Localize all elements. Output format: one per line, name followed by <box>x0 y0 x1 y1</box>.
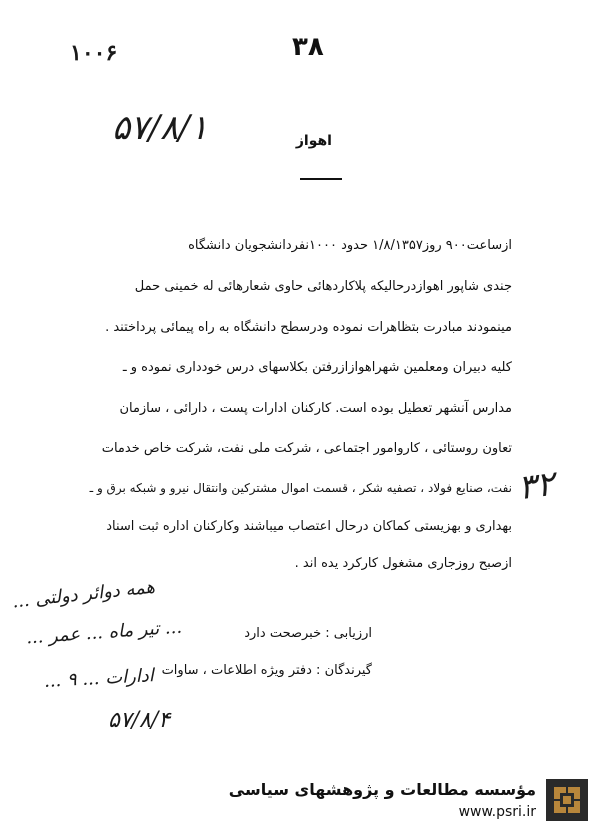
body-line-4: کلیه دبیران ومعلمین شهراهوازازرفتن بکلاسهای درس خودداری نموده و ـ <box>122 360 512 375</box>
footer-org-name: مؤسسه مطالعات و پژوهشهای سیاسی <box>228 780 536 799</box>
handwriting-line-2: ... تیر ماه ... عمر ... <box>25 616 183 649</box>
psri-logo-icon <box>546 779 588 821</box>
recipients-line: گیرندگان : دفتر ویژه اطلاعات ، ساوات <box>161 663 372 678</box>
footer-url[interactable]: www.psri.ir <box>458 804 536 820</box>
body-line-7: نفت، صنایع فولاد ، تصفیه شکر ، قسمت اموال مشترکین وانتقال نیرو و شبکه برق و ـ <box>89 481 512 495</box>
handwritten-date: ۵۷/۸/۱ <box>112 108 208 148</box>
body-line-3: مینمودند مبادرت بتظاهرات نموده ودرسطح دانشگاه به راه پیمائی پرداختند . <box>105 320 512 335</box>
heading-underline <box>300 178 342 180</box>
handwriting-line-1: همه دوائر دولتی ... <box>11 576 156 613</box>
margin-note: ۳۲ <box>515 463 558 509</box>
city-heading: اهواز <box>295 133 332 149</box>
handwriting-line-3: ادارات ... ۹ ... <box>43 665 155 692</box>
body-line-1: ازساعت۹۰۰ روز۱/۸/۱۳۵۷ حدود ۱۰۰۰نفردانشجویان دانشگاه <box>188 238 512 253</box>
body-line-5: مدارس آنشهر تعطیل بوده است. کارکنان ادارات پست ، دارائی ، سازمان <box>119 401 512 416</box>
body-line-6: تعاون روستائی ، کاروامور اجتماعی ، شرکت ملی نفت، شرکت خاص خدمات <box>101 441 512 456</box>
body-line-9: ازصبح روزجاری مشغول کارکرد یده اند . <box>294 556 512 571</box>
document-number: ۱۰۰۶ <box>70 40 118 66</box>
body-line-8: بهداری و بهزیستی کماکان درحال اعتصاب میباشند وکارکنان اداره ثبت اسناد <box>106 519 512 534</box>
body-line-2: جندی شاپور اهوازدرحالیکه پلاکاردهائی حاوی شعارهائی له خمینی حمل <box>134 279 512 294</box>
evaluation-line: ارزیابی : خبرصحت دارد <box>244 626 372 641</box>
page-number: ۳۸ <box>292 32 324 62</box>
handwriting-date: ۵۷/۸/۴ <box>108 708 171 733</box>
